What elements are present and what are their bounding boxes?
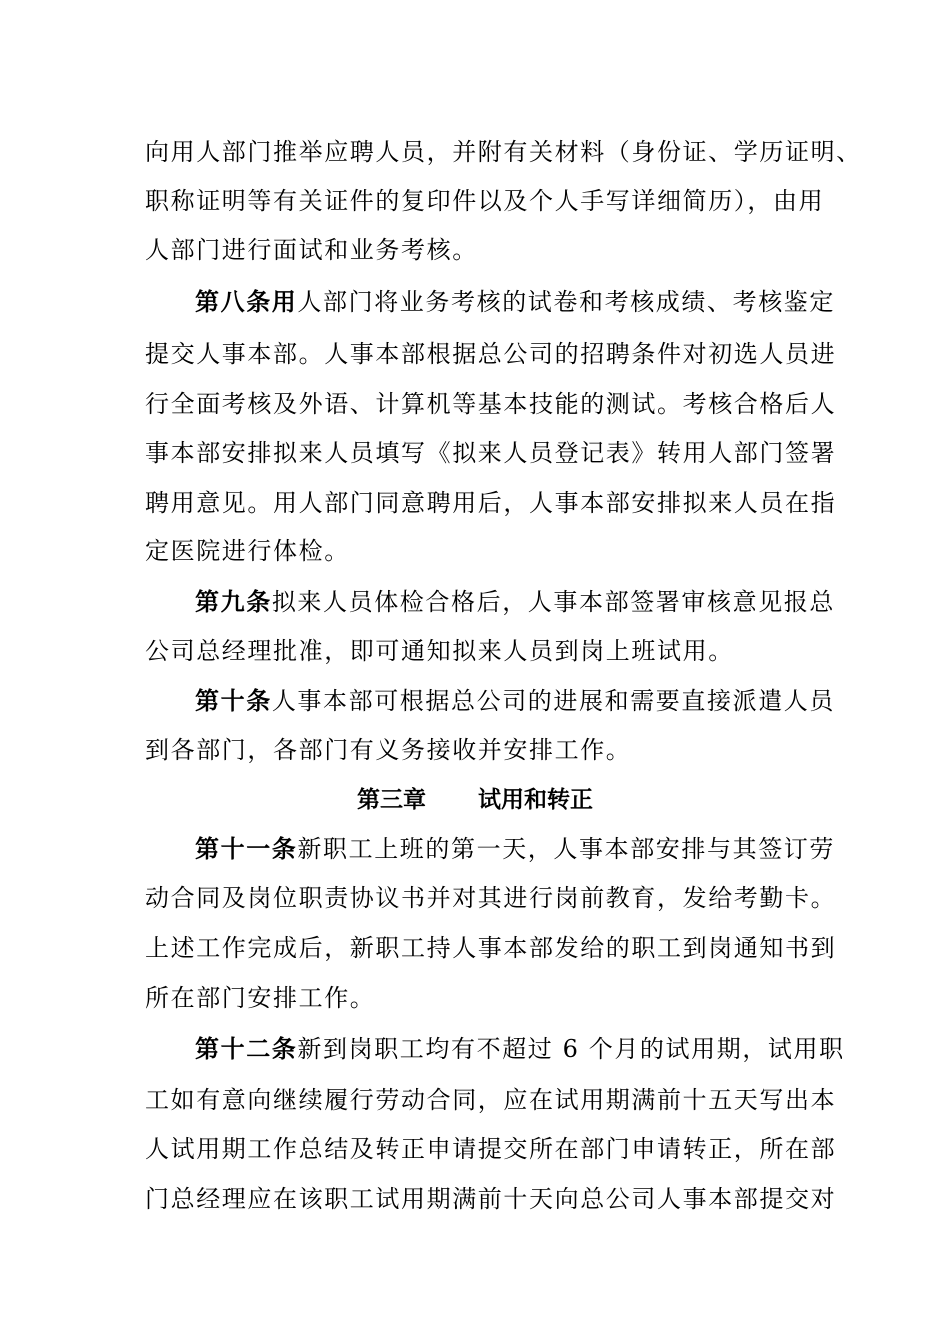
text-line: 行全面考核及外语、计算机等基本技能的测试。考核合格后人 <box>145 390 837 418</box>
text-line: 事本部安排拟来人员填写《拟来人员登记表》转用人部门签署 <box>145 439 837 467</box>
text-line: 新职工上班的第一天，人事本部安排与其签订劳 <box>297 835 836 863</box>
text-line: 所在部门安排工作。 <box>145 984 376 1012</box>
text-line: 工如有意向继续履行劳动合同，应在试用期满前十五天写出本 <box>145 1086 837 1114</box>
text-line: 人部门将业务考核的试卷和考核成绩、考核鉴定 <box>297 288 836 316</box>
article-8-paragraph <box>195 285 835 319</box>
article-12-label: 第十二条 <box>195 1035 298 1063</box>
article-11-paragraph <box>195 832 835 866</box>
text-line: 公司总经理批准，即可通知拟来人员到岗上班试用。 <box>145 637 734 665</box>
text-line: 门总经理应在该职工试用期满前十天向总公司人事本部提交对 <box>145 1185 837 1213</box>
article-9-label: 第九条 <box>195 588 272 616</box>
article-11-label: 第十一条 <box>195 835 298 863</box>
text-line: 动合同及岗位职责协议书并对其进行岗前教育，发给考勤卡。 <box>145 884 837 912</box>
text-line: 人事本部可根据总公司的进展和需要直接派遣人员 <box>271 687 836 715</box>
text-line: 提交人事本部。人事本部根据总公司的招聘条件对初选人员进 <box>145 340 837 368</box>
text-line: 到各部门，各部门有义务接收并安排工作。 <box>145 736 632 764</box>
chapter-number: 第三章 <box>357 787 426 813</box>
text-line: 拟来人员体检合格后，人事本部签署审核意见报总 <box>271 588 836 616</box>
text-line: 上述工作完成后，新职工持人事本部发给的职工到岗通知书到 <box>145 934 837 962</box>
text-line: 定医院进行体检。 <box>145 537 350 565</box>
text-line: 职称证明等有关证件的复印件以及个人手写详细简历），由用 <box>145 187 825 215</box>
article-8-label: 第八条用 <box>195 288 298 316</box>
text-line: 新到岗职工均有不超过 6 个月的试用期，试用职 <box>297 1035 845 1063</box>
text-line: 聘用意见。用人部门同意聘用后，人事本部安排拟来人员在指 <box>145 489 837 517</box>
chapter-heading <box>0 783 950 817</box>
article-10-paragraph <box>195 684 835 718</box>
text-line: 向用人部门推举应聘人员，并附有关材料（身份证、学历证明、 <box>145 138 862 166</box>
article-12-paragraph <box>195 1032 845 1066</box>
chapter-title: 试用和转正 <box>478 787 593 813</box>
article-10-label: 第十条 <box>195 687 272 715</box>
article-9-paragraph <box>195 585 835 619</box>
text-line: 人试用期工作总结及转正申请提交所在部门申请转正，所在部 <box>145 1135 837 1163</box>
text-line: 人部门进行面试和业务考核。 <box>145 236 478 264</box>
